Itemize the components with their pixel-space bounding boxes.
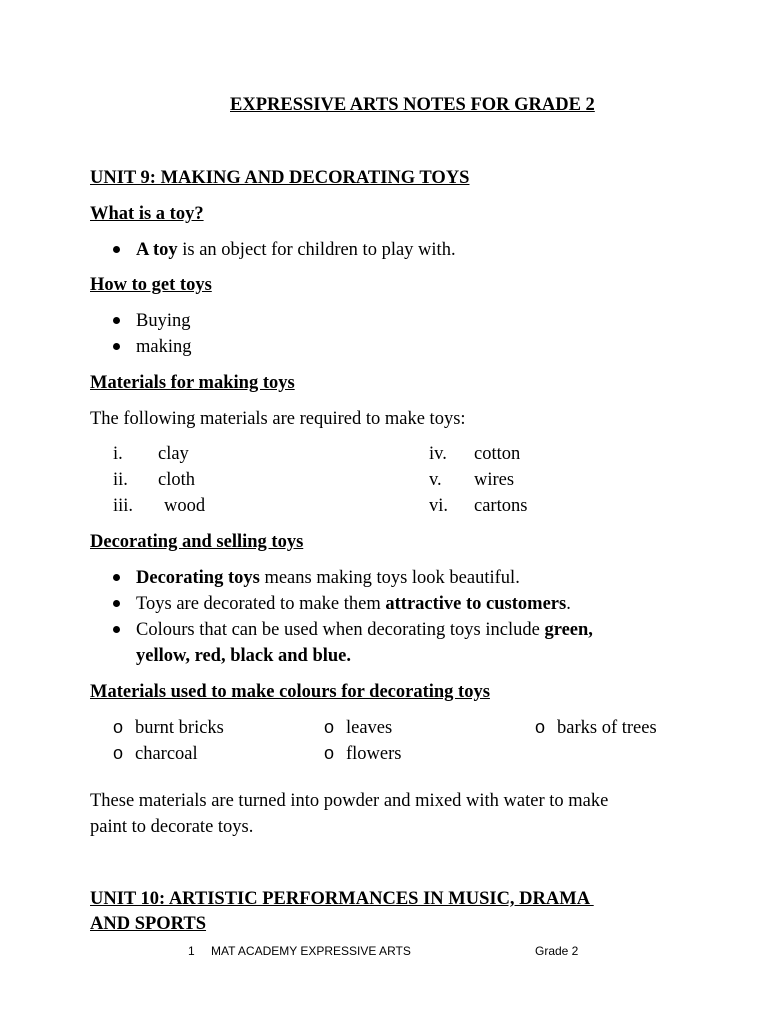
list-number: iv.	[429, 444, 447, 464]
list-number: vi.	[429, 496, 449, 516]
list-item	[136, 593, 571, 615]
list-number: ii.	[113, 470, 128, 490]
list-item: clay	[158, 444, 189, 464]
list-item	[136, 619, 593, 641]
circle-bullet-icon: o	[535, 717, 546, 737]
toy-definition-text: is an object for children to play with.	[177, 240, 456, 260]
list-item: burnt bricks	[135, 718, 224, 738]
list-number: i.	[113, 444, 123, 464]
colour-materials-heading: Materials used to make colours for decorating toys	[90, 682, 490, 702]
paint-paragraph-line1: These materials are turned into powder and mixed with water to make	[90, 791, 609, 811]
decorating-heading: Decorating and selling toys	[90, 532, 304, 552]
circle-bullet-icon: o	[324, 717, 335, 737]
circle-bullet-icon: o	[113, 717, 124, 737]
list-item: flowers	[346, 744, 402, 764]
colours-bold-first: green,	[544, 620, 593, 640]
bullet-icon	[113, 626, 120, 633]
unit9-heading: UNIT 9: MAKING AND DECORATING TOYS	[90, 168, 470, 188]
list-item: wires	[474, 470, 515, 490]
footer-title: MAT ACADEMY EXPRESSIVE ARTS	[211, 944, 411, 958]
bullet-icon	[113, 317, 120, 324]
decorating-toys-term: Decorating toys	[136, 568, 260, 588]
colours-bold-continued: yellow, red, black and blue.	[136, 646, 352, 666]
document-title: EXPRESSIVE ARTS NOTES FOR GRADE 2	[230, 95, 595, 115]
toy-definition	[136, 239, 456, 261]
unit10-heading-line1: UNIT 10: ARTISTIC PERFORMANCES IN MUSIC, DRAMA	[90, 889, 594, 909]
unit10-heading-line2: AND SPORTS	[90, 914, 207, 934]
bullet-icon	[113, 600, 120, 607]
circle-bullet-icon: o	[324, 743, 335, 763]
footer-page-number: 1	[188, 944, 195, 958]
bullet-icon	[113, 246, 120, 253]
toy-term: A toy	[136, 240, 178, 260]
decorated-text-end: .	[566, 594, 571, 614]
list-item: wood	[164, 496, 206, 516]
footer-grade: Grade 2	[535, 944, 579, 958]
materials-intro: The following materials are required to make toys:	[90, 409, 466, 429]
list-item: making	[136, 337, 192, 357]
list-item: cloth	[158, 470, 195, 490]
decorated-text-start: Toys are decorated to make them	[136, 594, 386, 614]
circle-bullet-icon: o	[113, 743, 124, 763]
list-item: cotton	[474, 444, 521, 464]
list-item: leaves	[346, 718, 393, 738]
list-item	[136, 567, 520, 589]
bullet-icon	[113, 343, 120, 350]
list-number: iii.	[113, 496, 134, 516]
attractive-phrase: attractive to customers	[385, 594, 567, 614]
bullet-icon	[113, 574, 120, 581]
list-item: barks of trees	[557, 718, 657, 738]
paint-paragraph-line2: paint to decorate toys.	[90, 817, 254, 837]
colours-text-start: Colours that can be used when decorating toys include	[136, 620, 545, 640]
list-number: v.	[429, 470, 442, 490]
materials-heading: Materials for making toys	[90, 373, 295, 393]
decorating-toys-text: means making toys look beautiful.	[259, 568, 520, 588]
list-item: charcoal	[135, 744, 198, 764]
list-item: Buying	[136, 311, 191, 331]
how-to-get-toys-heading: How to get toys	[90, 275, 212, 295]
list-item: cartons	[474, 496, 528, 516]
what-is-a-toy-heading: What is a toy?	[90, 204, 204, 224]
